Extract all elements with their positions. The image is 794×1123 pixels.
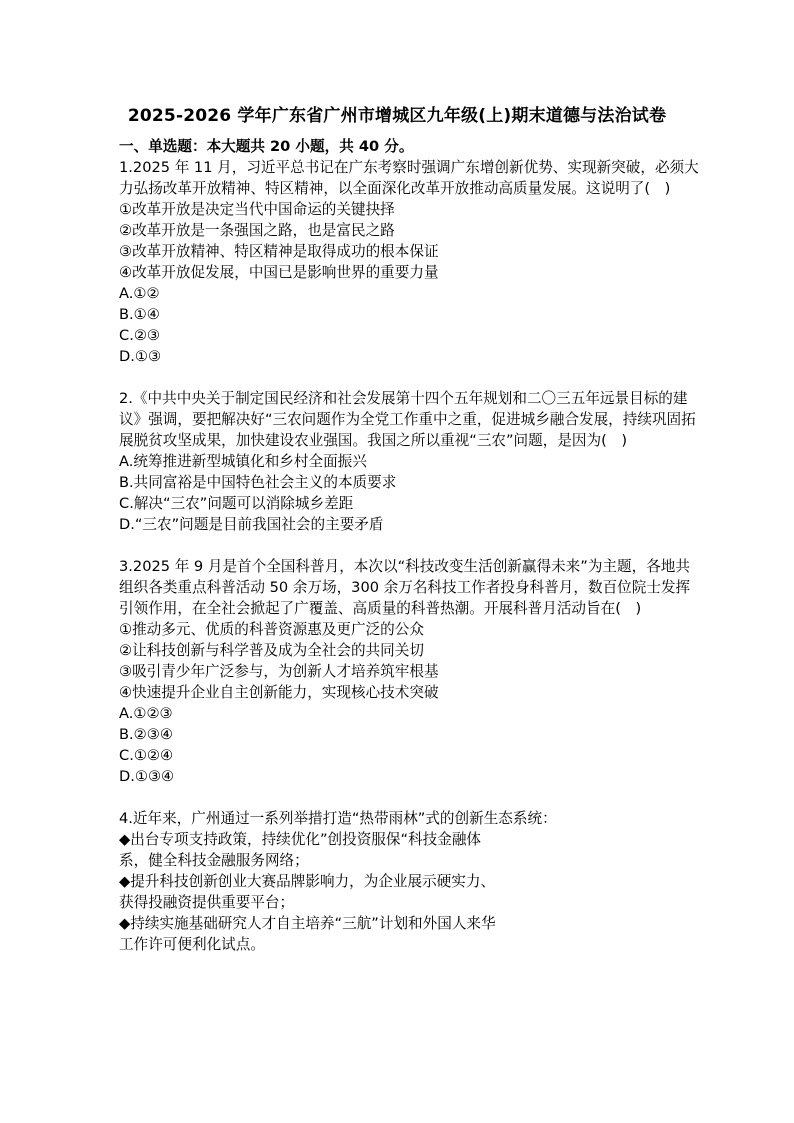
question-2-option-b[interactable]: B.共同富裕是中国特色社会主义的本质要求	[119, 474, 397, 491]
question-1-option-c[interactable]: C.②③	[119, 327, 160, 344]
question-3-option-d[interactable]: D.①③④	[119, 768, 175, 785]
question-2-option-d[interactable]: D.“三农”问题是目前我国社会的主要矛盾	[119, 516, 384, 533]
question-2-stem: 2.《中共中央关于制定国民经济和社会发展第十四个五年规划和二〇三五年远景目标的建议》强调，要把解决好“三农问题作为全党工作重中之重，促进城乡融合发展，持续巩固拓展脱贫攻坚成果，加快建设农业强国。我国之所以重视“三农”问题，是因为( )	[119, 390, 696, 449]
question-1-option-b[interactable]: B.①④	[119, 306, 160, 323]
question-4-bullet-1-line-1: ◆出台专项支持政策，持续优化”创投资服保“科技金融体	[119, 831, 482, 848]
question-3-option-a[interactable]: A.①②③	[119, 705, 173, 722]
question-1-stem: 1.2025 年 11 月，习近平总书记在广东考察时强调广东增创新优势、实现新突破，必须大力弘扬改革开放精神、特区精神，以全面深化改革开放推动高质量发展。这说明了( )	[119, 159, 699, 197]
question-1-statement-3: ③改革开放精神、特区精神是取得成功的根本保证	[119, 243, 439, 260]
question-2-option-c[interactable]: C.解决“三农”问题可以消除城乡差距	[119, 495, 354, 512]
question-4-bullet-2-line-1: ◆提升科技创新创业大赛品牌影响力，为企业展示硬实力、	[119, 873, 496, 890]
question-1-statement-2: ②改革开放是一条强国之路，也是富民之路	[119, 222, 395, 239]
question-4-bullet-3-line-2: 工作许可便利化试点。	[119, 936, 265, 953]
question-2-option-a[interactable]: A.统筹推进新型城镇化和乡村全面振兴	[119, 453, 367, 470]
question-3-option-c[interactable]: C.①②④	[119, 747, 174, 764]
question-3-statement-1: ①推动多元、优质的科普资源惠及更广泛的公众	[119, 621, 424, 638]
question-3-statement-2: ②让科技创新与科学普及成为全社会的共同关切	[119, 642, 424, 659]
question-4-stem: 4.近年来，广州通过一系列举措打造“热带雨林”式的创新生态系统：	[119, 810, 557, 827]
question-4-bullet-2-line-2: 获得投融资提供重要平台；	[119, 894, 295, 911]
page-title: 2025-2026 学年广东省广州市增城区九年级(上)期末道德与法治试卷	[127, 106, 667, 126]
exam-content	[119, 136, 699, 955]
section-heading: 一、单选题：本大题共 20 小题，共 40 分。	[119, 138, 414, 155]
question-4-bullet-1-line-2: 系，健全科技金融服务网络；	[119, 852, 309, 869]
question-3-stem: 3.2025 年 9 月是首个全国科普月，本次以“科技改变生活创新赢得未来”为主题，各地共组织各类重点科普活动 50 余万场，300 余万名科技工作者投身科普月，数百位院士发挥引领作用，在全社会掀起了广覆盖、高质量的科普热潮。开展科普月活动旨在( )	[119, 558, 691, 617]
question-1	[119, 157, 699, 367]
question-3-statement-3: ③吸引青少年广泛参与，为创新人才培养筑牢根基	[119, 663, 439, 680]
question-3-statement-4: ④快速提升企业自主创新能力，实现核心技术突破	[119, 684, 439, 701]
question-1-statement-1: ①改革开放是决定当代中国命运的关键抉择	[119, 201, 395, 218]
question-4	[119, 808, 699, 955]
question-1-statement-4: ④改革开放促发展，中国已是影响世界的重要力量	[119, 264, 439, 281]
question-1-option-a[interactable]: A.①②	[119, 285, 160, 302]
question-3-option-b[interactable]: B.②③④	[119, 726, 173, 743]
question-3	[119, 556, 699, 787]
question-4-bullet-3-line-1: ◆持续实施基础研究人才自主培养“三航”计划和外国人来华	[119, 915, 496, 932]
question-1-option-d[interactable]: D.①③	[119, 348, 162, 365]
question-2	[119, 388, 699, 535]
